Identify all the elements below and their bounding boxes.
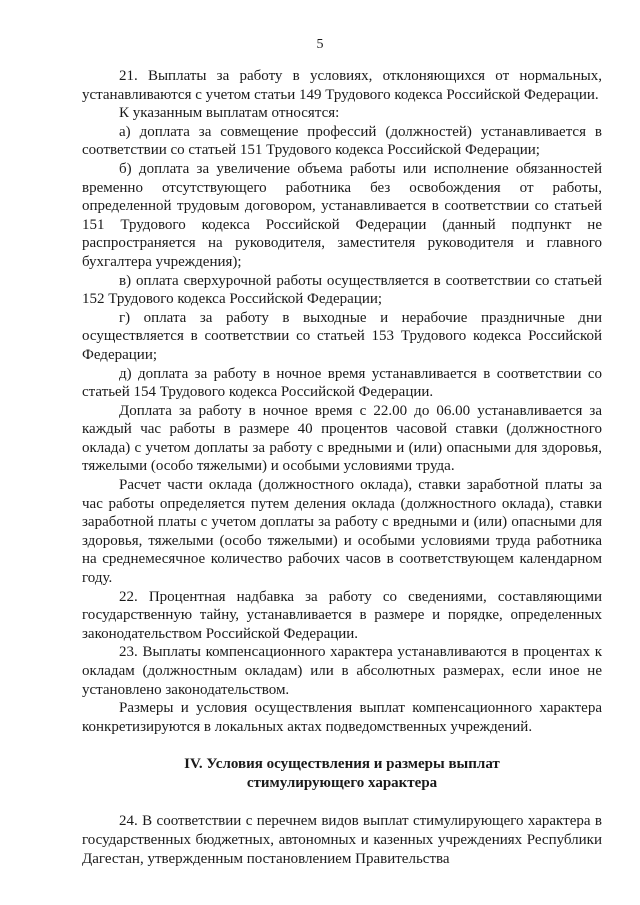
paragraph-22: 22. Процентная надбавка за работу со сведениями, составляющими государственную тайну, устанавливается в размере и порядке, определенных законодательством Российской Федерации. bbox=[82, 588, 602, 642]
paragraph-item-g: г) оплата за работу в выходные и нерабочие праздничные дни осуществляется в соответствии со статьей 153 Трудового кодекса Российской Федерации; bbox=[82, 309, 602, 363]
paragraph-24: 24. В соответствии с перечнем видов выплат стимулирующего характера в государственных бюджетных, автономных и казенных учреждениях Республики Дагестан, утвержденным постановлением Правительства bbox=[82, 813, 602, 867]
paragraph-item-b: б) доплата за увеличение объема работы или исполнение обязанностей временно отсутствующего работника без освобождения от работы, определенной трудовым договором, устанавливается в соответствии со статьей 151 Трудового кодекса Российской Федерации (данный подпункт не распространяется на руководителя, заместителя руководителя и главного бухгалтера учреждения); bbox=[82, 160, 602, 270]
paragraph-item-a: а) доплата за совмещение профессий (должностей) устанавливается в соответствии со статьей 151 Трудового кодекса Российской Федерации; bbox=[82, 123, 602, 159]
section-heading-line-2: стимулирующего характера bbox=[246, 775, 438, 792]
paragraph-item-d: д) доплата за работу в ночное время устанавливается в соответствии со статьей 154 Трудового кодекса Российской Федерации. bbox=[82, 365, 602, 401]
paragraph-item-v: в) оплата сверхурочной работы осуществляется в соответствии со статьей 152 Трудового кодекса Российской Федерации; bbox=[82, 272, 602, 308]
paragraph-payments-list-intro: К указанным выплатам относятся: bbox=[119, 105, 340, 122]
paragraph-23: 23. Выплаты компенсационного характера устанавливаются в процентах к окладам (должностным окладам) или в абсолютных размерах, если иное не установлено законодательством. bbox=[82, 644, 602, 698]
paragraph-hourly-calculation: Расчет части оклада (должностного оклада), ставки заработной платы за час работы определяется путем деления оклада (должностного оклада), ставки заработной платы с учетом доплаты за работу с вредными и (или) опасными для здоровья, тяжелыми (особо тяжелыми) и особыми условиями труда работника на среднемесячное количество рабочих часов в соответствующем календарном году. bbox=[82, 477, 602, 587]
section-heading-iv bbox=[82, 755, 602, 793]
paragraph-local-acts: Размеры и условия осуществления выплат компенсационного характера конкретизируются в локальных актах подведомственных учреждений. bbox=[82, 700, 602, 735]
document-body bbox=[82, 67, 602, 868]
paragraph-21: 21. Выплаты за работу в условиях, отклоняющихся от нормальных, устанавливаются с учетом статьи 149 Трудового кодекса Российской Федерации. bbox=[82, 68, 602, 103]
section-heading-line-1: IV. Условия осуществления и размеры выплат bbox=[184, 756, 500, 773]
page-number: 5 bbox=[316, 37, 324, 52]
paragraph-night-work: Доплата за работу в ночное время с 22.00 до 06.00 устанавливается за каждый час работы в размере 40 процентов часовой ставки (должностного оклада) с учетом доплаты за работу с вредными и (или) опасными для здоровья, тяжелыми (особо тяжелыми) и особыми условиями труда. bbox=[82, 402, 602, 475]
